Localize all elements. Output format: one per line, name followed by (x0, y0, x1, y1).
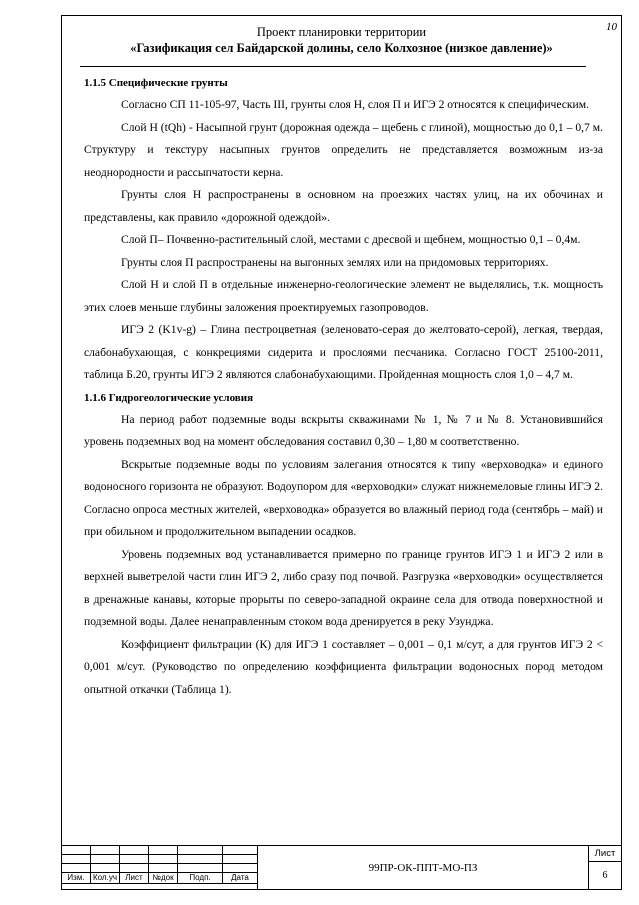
sheet-number: 6 (602, 870, 608, 881)
stamp-column-label: Подп. (178, 873, 223, 884)
sheet-box (589, 845, 622, 890)
stamp-cell (120, 864, 149, 873)
paragraph: Уровень подземных вод устанавливается примерно по границе грунтов ИГЭ 1 и ИГЭ 2 или в верхней выветрелой части глин ИГЭ 2, либо сразу под почвой. Разгрузка «верховодки» осуществляется в дренажные канавы, которые прорыты по северо-западной окраине села для отвода поверхностной и подземной воды. Далее ненаправленным стоком вода дренируется в реку Узунджа. (84, 547, 603, 628)
header-line-2: «Газификация сел Байдарской долины, село Колхозное (низкое давление)» (130, 41, 553, 55)
page-number: 10 (606, 21, 617, 33)
document-header (61, 24, 622, 56)
document-code-text: 99ПР-ОК-ППТ-МО-ПЗ (368, 861, 478, 874)
paragraph: Грунты слоя Н распространены в основном на проезжих частях улиц, на их обочинах и представлены, как правило «дорожной одеждой». (84, 188, 603, 224)
stamp-cell (62, 846, 91, 855)
stamp-cell (223, 846, 258, 855)
paragraph: Слой Н (tQh) - Насыпной грунт (дорожная одежда – щебень с глиной), мощностью до 0,1 – 0,7 м. Структуру и текстуру насыпных грунтов определить не представляется возможным из-за неоднородности и рассыпчатости керна. (84, 120, 603, 179)
header-line-1: Проект планировки территории (256, 25, 427, 39)
document-code (257, 845, 589, 890)
stamp-cell (149, 846, 178, 855)
stamp-cell (120, 846, 149, 855)
section-heading-hydrogeology: 1.1.6 Гидрогеологические условия (84, 391, 254, 404)
stamp-cell (178, 846, 223, 855)
paragraph: Слой Н и слой П в отдельные инженерно-геологические элемент не выделялись, т.к. мощность этих слоев меньше глубины заложения проектируемых газопроводов. (84, 278, 603, 314)
paragraph: Вскрытые подземные воды по условиям залегания относятся к типу «верховодка» и единого водоносного горизонта не образуют. Водоупором для «верховодки» служат нижнемеловые глины ИГЭ 2. Согласно опроса местных жителей, «верховодка» образуется во влажный период года (сентябрь – май) и при обильном и продолжительном выпадении осадков. (84, 457, 603, 538)
stamp-cell (149, 855, 178, 864)
paragraph: Согласно СП 11-105-97, Часть III, грунты слоя Н, слоя П и ИГЭ 2 относятся к специфическим. (121, 98, 590, 111)
stamp-column-label: Лист (120, 873, 149, 884)
sheet-label: Лист (589, 846, 621, 862)
paragraph: Грунты слоя П распространены на выгонных землях или на придомовых территориях. (121, 255, 549, 269)
stamp-cell (149, 864, 178, 873)
paragraph: Коэффициент фильтрации (К) для ИГЭ 1 составляет – 0,001 – 0,1 м/сут, а для грунтов ИГЭ 2 < 0,001 м/сут. (Руководство по определению коэффициента фильтрации водоносных пород методом опытной откачки (Таблица 1). (84, 637, 603, 696)
paragraph: На период работ подземные воды вскрыты скважинами № 1, № 7 и № 8. Установившийся уровень подземных вод на момент обследования составил 0,30 – 1,80 м соответственно. (84, 412, 603, 448)
stamp-cell (62, 864, 91, 873)
stamp-revision-table (61, 845, 258, 884)
paragraph: Слой П– Почвенно-растительный слой, местами с дресвой и щебнем, мощностью 0,1 – 0,4м. (121, 233, 581, 246)
paragraph: ИГЭ 2 (K1v-g) – Глина пестроцветная (зеленовато-серая до желтовато-серой), легкая, твердая, слабонабухающая, с конкрециями сидерита и прослоями песчаника. Согласно ГОСТ 25100-2011, таблица Б.20, грунты ИГЭ 2 являются слабонабухающими. Пройденная мощность слоя 1,0 – 4,7 м. (84, 323, 603, 381)
stamp-cell (223, 855, 258, 864)
stamp-cell (223, 864, 258, 873)
stamp-cell (91, 864, 120, 873)
document-body (84, 72, 603, 701)
stamp-cell (120, 855, 149, 864)
stamp-cell (91, 846, 120, 855)
stamp-cell (62, 855, 91, 864)
stamp-column-label: Изм. (62, 873, 91, 884)
section-heading-specific-soils: 1.1.5 Специфические грунты (84, 77, 228, 89)
stamp-cell (91, 855, 120, 864)
title-block-stamp (61, 845, 622, 890)
stamp-cell (178, 864, 223, 873)
header-divider (80, 66, 586, 67)
stamp-cell (178, 855, 223, 864)
stamp-column-label: №док (149, 873, 178, 884)
stamp-column-label: Кол.уч (91, 873, 120, 884)
stamp-column-label: Дата (223, 873, 258, 884)
